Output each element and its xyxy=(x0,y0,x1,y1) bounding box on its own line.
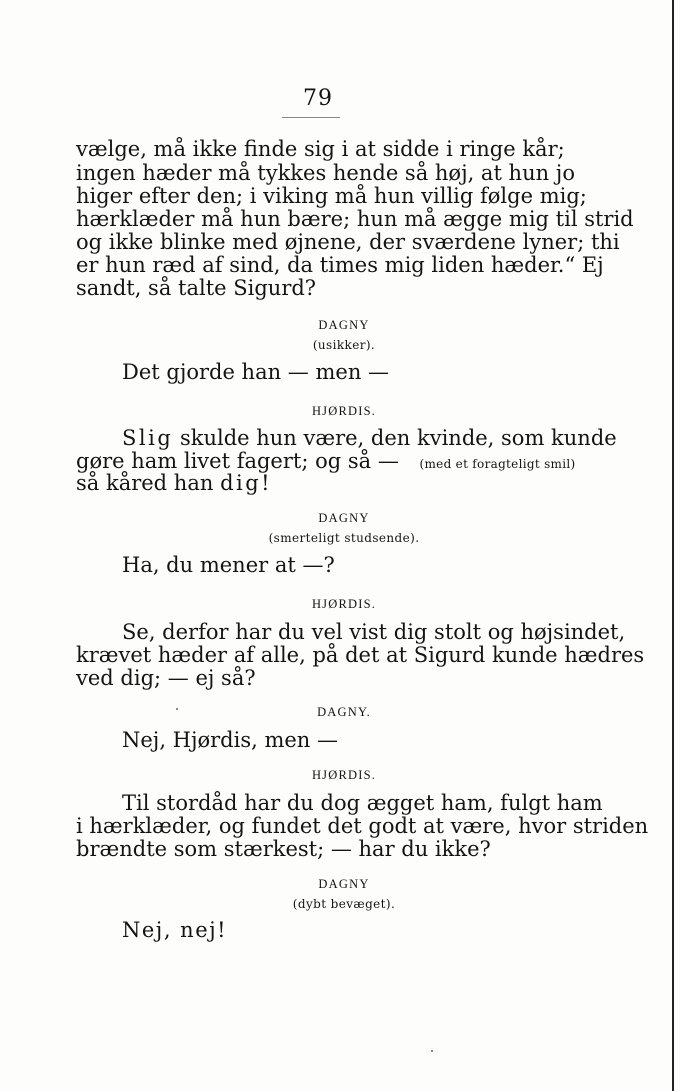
print-speck xyxy=(176,708,178,710)
text-line: ingen hæder må tykkes hende så høj, at hun jo xyxy=(76,161,575,185)
dialogue-line xyxy=(122,426,617,450)
emphasis-text: Slig xyxy=(122,426,174,450)
dialogue-line: Til stordåd har du dog ægget ham, fulgt ham xyxy=(122,791,603,815)
text-span: gøre ham livet fagert; og så — xyxy=(76,449,399,473)
stage-direction: (med et foragteligt smil) xyxy=(419,457,576,471)
dialogue-line: brændte som stærkest; — har du ikke? xyxy=(76,837,491,861)
emphasis-text: dig! xyxy=(220,471,273,495)
page-edge-shadow xyxy=(672,0,674,1091)
text-line: er hun ræd af sind, da times mig liden hæder.“ Ej xyxy=(76,253,604,277)
dialogue-line: i hærklæder, og fundet det godt at være, hvor striden xyxy=(76,814,649,838)
dialogue-line: Nej, Hjørdis, men — xyxy=(122,728,338,752)
page-text xyxy=(76,0,649,1091)
page-number: 79 xyxy=(303,86,333,111)
text-line: sandt, så talte Sigurd? xyxy=(76,276,317,300)
dialogue-line: krævet hæder af alle, på det at Sigurd kunde hædres xyxy=(76,643,645,667)
stage-direction: (smerteligt studsende). xyxy=(268,531,420,545)
dialogue-line: Se, derfor har du vel vist dig stolt og højsindet, xyxy=(122,620,626,644)
stage-direction: (dybt bevæget). xyxy=(292,897,396,911)
dialogue-line: Det gjorde han — men — xyxy=(122,360,390,384)
text-line: og ikke blinke med øjnene, der sværdene lyner; thi xyxy=(76,230,620,254)
print-speck xyxy=(431,1050,433,1052)
speaker-name: DAGNY xyxy=(318,877,370,891)
dialogue-line xyxy=(76,471,272,495)
speaker-name: DAGNY xyxy=(318,511,370,525)
dialogue-line: Ha, du mener at —? xyxy=(122,553,335,577)
stage-direction: (usikker). xyxy=(312,338,376,352)
text-line: higer efter den; i viking må hun villig følge mig; xyxy=(76,184,587,208)
dialogue-line: Nej, nej! xyxy=(122,918,228,942)
speaker-name: HJØRDIS. xyxy=(311,404,377,418)
text-line: hærklæder må hun bære; hun må ægge mig til strid xyxy=(76,207,634,231)
text-span: så kåred han xyxy=(76,471,214,495)
speaker-name: HJØRDIS. xyxy=(311,768,377,782)
speaker-name: HJØRDIS. xyxy=(311,597,377,611)
text-line: vælge, må ikke finde sig i at sidde i ringe kår; xyxy=(76,137,565,161)
speaker-name: DAGNY xyxy=(318,318,370,332)
speaker-name: DAGNY. xyxy=(317,705,371,719)
text-span: skulde hun være, den kvinde, som kunde xyxy=(179,426,617,450)
dialogue-line: ved dig; — ej så? xyxy=(76,666,256,690)
